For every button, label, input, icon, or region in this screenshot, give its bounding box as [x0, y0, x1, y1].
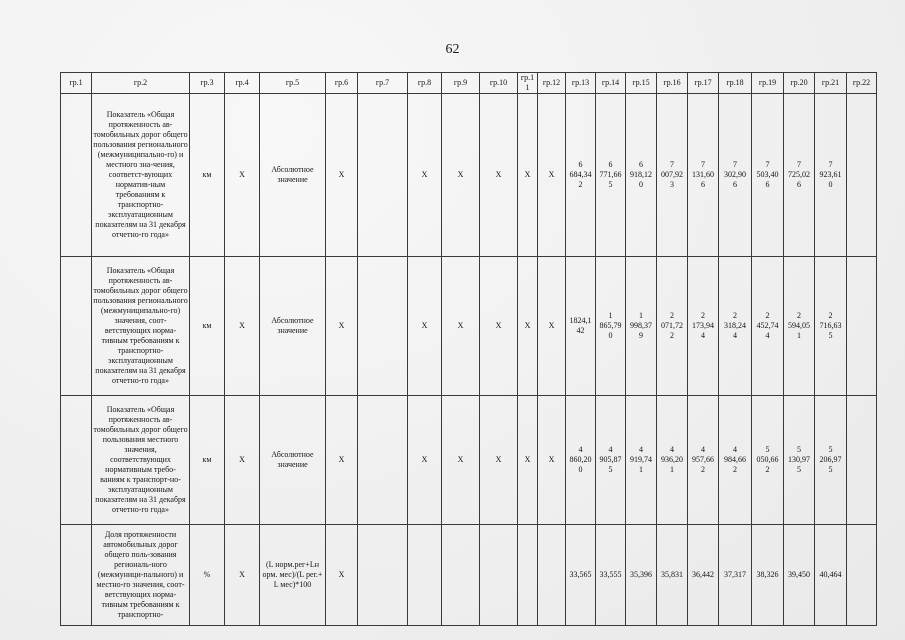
indicator-name-cell: Показатель «Общая протяженность ав-томобильных дорог общего пользования регионального (межмуниципально-го) и местного зна-чения, соответст-вующих норматив-ным требованиям к транспортно-эксплуатационным показателям на 31 декабря отчетно-го года» — [92, 94, 190, 257]
value-cell: 7 725,02 6 — [784, 94, 815, 257]
table-cell — [847, 257, 877, 396]
table-cell: Х — [408, 257, 442, 396]
value-cell: 4 936,20 1 — [657, 396, 688, 525]
value-cell: 38,326 — [752, 525, 784, 626]
table-cell — [358, 257, 408, 396]
table-cell: Х — [326, 94, 358, 257]
indicator-name-cell: Показатель «Общая протяженность ав-томобильных дорог общего пользования местного значения, соответствующих нормативным требо-ваниям к транспорт-но-эксплуатационным показателям на 31 декабря отчетно-го года» — [92, 396, 190, 525]
column-header: гр.17 — [688, 73, 719, 94]
value-cell: 2 318,24 4 — [719, 257, 752, 396]
column-header: гр.10 — [480, 73, 518, 94]
table-cell: Х — [225, 396, 260, 525]
indicator-table — [60, 72, 877, 626]
value-cell: 6 918,12 0 — [626, 94, 657, 257]
table-cell: км — [190, 396, 225, 525]
table-cell: Х — [480, 396, 518, 525]
value-cell: 6 771,66 5 — [596, 94, 626, 257]
value-cell: 2 071,72 2 — [657, 257, 688, 396]
value-cell: 6 684,34 2 — [566, 94, 596, 257]
column-header: гр.1 — [61, 73, 92, 94]
column-header: гр.4 — [225, 73, 260, 94]
column-header: гр.19 — [752, 73, 784, 94]
table-cell: Х — [408, 94, 442, 257]
value-cell: 4 919,74 1 — [626, 396, 657, 525]
header-row — [61, 73, 877, 94]
table-cell — [518, 525, 538, 626]
value-cell: 36,442 — [688, 525, 719, 626]
value-cell: 7 923,61 0 — [815, 94, 847, 257]
column-header: гр.3 — [190, 73, 225, 94]
value-cell: 2 716,63 5 — [815, 257, 847, 396]
column-header: гр.12 — [538, 73, 566, 94]
value-cell: 35,831 — [657, 525, 688, 626]
table-cell: Х — [480, 257, 518, 396]
column-header: гр.6 — [326, 73, 358, 94]
column-header: гр.22 — [847, 73, 877, 94]
table-cell: Х — [442, 396, 480, 525]
table-row — [61, 525, 877, 626]
column-header: гр.14 — [596, 73, 626, 94]
table-cell: Абсолютное значение — [260, 94, 326, 257]
table-cell: Х — [442, 94, 480, 257]
column-header: гр.1 1 — [518, 73, 538, 94]
table-row — [61, 94, 877, 257]
value-cell: 1 998,37 9 — [626, 257, 657, 396]
value-cell: 1 865,79 0 — [596, 257, 626, 396]
table-cell — [538, 525, 566, 626]
value-cell: 35,396 — [626, 525, 657, 626]
table-row — [61, 396, 877, 525]
table-cell — [61, 94, 92, 257]
table-cell: Х — [538, 94, 566, 257]
column-header: гр.2 — [92, 73, 190, 94]
value-cell: 2 594,05 1 — [784, 257, 815, 396]
column-header: гр.20 — [784, 73, 815, 94]
column-header: гр.16 — [657, 73, 688, 94]
table-cell: Х — [326, 525, 358, 626]
value-cell: 4 860,20 0 — [566, 396, 596, 525]
value-cell: 7 007,92 3 — [657, 94, 688, 257]
table-cell: Х — [518, 396, 538, 525]
table-cell — [358, 396, 408, 525]
table-cell: Х — [538, 257, 566, 396]
indicator-name-cell: Показатель «Общая протяженность ав-томобильных дорог общего пользования регионального (межмуниципально-го) значения, соот-ветствующих норма-тивным требованиям к транспортно-эксплуатационным показателям на 31 декабря отчетно-го года» — [92, 257, 190, 396]
column-header: гр.7 — [358, 73, 408, 94]
value-cell: 33,555 — [596, 525, 626, 626]
table-cell: Х — [518, 257, 538, 396]
table-cell: км — [190, 257, 225, 396]
table-cell: % — [190, 525, 225, 626]
table-cell: Х — [326, 396, 358, 525]
table-cell — [480, 525, 518, 626]
table-cell — [847, 396, 877, 525]
value-cell: 39,450 — [784, 525, 815, 626]
value-cell: 1824,1 42 — [566, 257, 596, 396]
value-cell: 37,317 — [719, 525, 752, 626]
value-cell: 7 131,60 6 — [688, 94, 719, 257]
column-header: гр.13 — [566, 73, 596, 94]
table-cell: Х — [518, 94, 538, 257]
column-header: гр.9 — [442, 73, 480, 94]
column-header: гр.15 — [626, 73, 657, 94]
table-cell — [61, 525, 92, 626]
table-cell — [61, 396, 92, 525]
table-cell — [847, 94, 877, 257]
table-cell — [358, 94, 408, 257]
table-cell: Абсолютное значение — [260, 257, 326, 396]
indicator-name-cell: Доля протяженности автомобильных дорог общего поль-зования региональ-ного (межмуници-пального) и местно-го значения, соот-ветствующих норма-тивным требованиям к транспортно- — [92, 525, 190, 626]
value-cell: 4 957,66 2 — [688, 396, 719, 525]
value-cell: 7 302,90 6 — [719, 94, 752, 257]
table-cell: Х — [225, 525, 260, 626]
value-cell: 5 206,97 5 — [815, 396, 847, 525]
table-cell — [358, 525, 408, 626]
table-cell — [442, 525, 480, 626]
page-number: 62 — [445, 42, 460, 57]
table-cell: км — [190, 94, 225, 257]
column-header: гр.18 — [719, 73, 752, 94]
value-cell: 5 130,97 5 — [784, 396, 815, 525]
table-cell: Абсолютное значение — [260, 396, 326, 525]
column-header: гр.21 — [815, 73, 847, 94]
value-cell: 4 984,66 2 — [719, 396, 752, 525]
value-cell: 5 050,66 2 — [752, 396, 784, 525]
value-cell: 33,565 — [566, 525, 596, 626]
table-cell: Х — [538, 396, 566, 525]
table-row — [61, 257, 877, 396]
value-cell: 7 503,40 6 — [752, 94, 784, 257]
table-cell: Х — [480, 94, 518, 257]
table-cell: Х — [225, 257, 260, 396]
value-cell: 2 452,74 4 — [752, 257, 784, 396]
value-cell: 4 905,87 5 — [596, 396, 626, 525]
value-cell: 2 173,94 4 — [688, 257, 719, 396]
column-header: гр.5 — [260, 73, 326, 94]
table-cell: Х — [326, 257, 358, 396]
table-cell: Х — [225, 94, 260, 257]
value-cell: 40,464 — [815, 525, 847, 626]
table-cell: Х — [442, 257, 480, 396]
table-cell — [847, 525, 877, 626]
column-header: гр.8 — [408, 73, 442, 94]
formula-cell: (L норм.рег+Lн орм. мес)/(L рег.+ L мес)*100 — [260, 525, 326, 626]
table-cell: Х — [408, 396, 442, 525]
table-cell — [408, 525, 442, 626]
table-cell — [61, 257, 92, 396]
